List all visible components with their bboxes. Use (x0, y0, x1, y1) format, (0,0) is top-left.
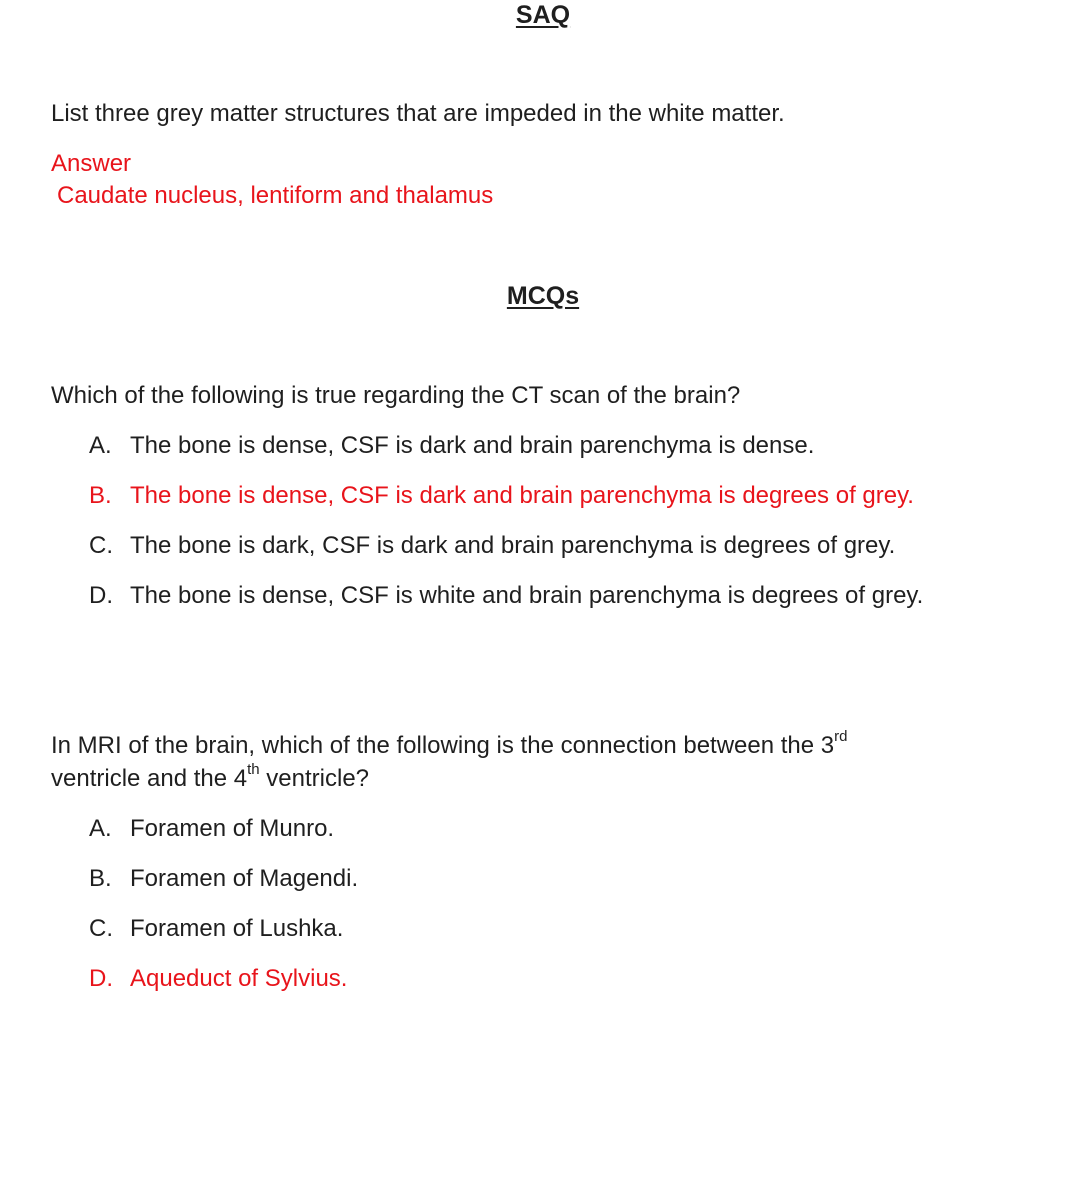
mcq2-question-part1: In MRI of the brain, which of the following is the connection between the 3 (51, 732, 835, 759)
mcq1-option-a (89, 431, 814, 461)
mcq2-question-line2 (51, 761, 370, 794)
option-letter: C. (89, 532, 113, 559)
mcq2-option-d-correct (89, 964, 347, 994)
option-letter: D. (89, 965, 113, 992)
option-text: The bone is dense, CSF is dark and brain parenchyma is degrees of grey. (130, 482, 914, 509)
mcq2-question-part3: ventricle? (259, 765, 370, 792)
option-letter: A. (89, 432, 112, 459)
mcq1-question: Which of the following is true regarding the CT scan of the brain? (51, 382, 741, 409)
mcq1-option-d (89, 581, 923, 611)
saq-answer-text: Caudate nucleus, lentiform and thalamus (57, 182, 494, 209)
option-letter: B. (89, 865, 112, 892)
option-letter: D. (89, 582, 113, 609)
option-text: The bone is dense, CSF is dark and brain parenchyma is dense. (130, 432, 815, 459)
option-text: The bone is dense, CSF is white and brain parenchyma is degrees of grey. (130, 582, 924, 609)
mcq2-question-line1 (51, 728, 848, 761)
option-text: Foramen of Lushka. (130, 915, 344, 942)
option-text: The bone is dark, CSF is dark and brain parenchyma is degrees of grey. (130, 532, 896, 559)
option-text: Aqueduct of Sylvius. (130, 965, 348, 992)
mcq2-option-a (89, 814, 334, 844)
option-text: Foramen of Magendi. (130, 865, 359, 892)
superscript-th: th (247, 761, 260, 778)
mcq2-question-part2: ventricle and the 4 (51, 765, 248, 792)
mcq1-option-b-correct (89, 481, 914, 511)
saq-question: List three grey matter structures that are impeded in the white matter. (51, 100, 785, 127)
mcq2-option-c (89, 914, 343, 944)
option-text: Foramen of Munro. (130, 815, 335, 842)
saq-heading: SAQ (515, 1, 571, 29)
option-letter: C. (89, 915, 113, 942)
option-letter: A. (89, 815, 112, 842)
mcq1-option-c (89, 531, 895, 561)
option-letter: B. (89, 482, 112, 509)
mcq2-option-b (89, 864, 358, 894)
superscript-rd: rd (834, 728, 848, 745)
mcqs-heading: MCQs (506, 282, 580, 310)
saq-answer-label: Answer (51, 150, 132, 177)
